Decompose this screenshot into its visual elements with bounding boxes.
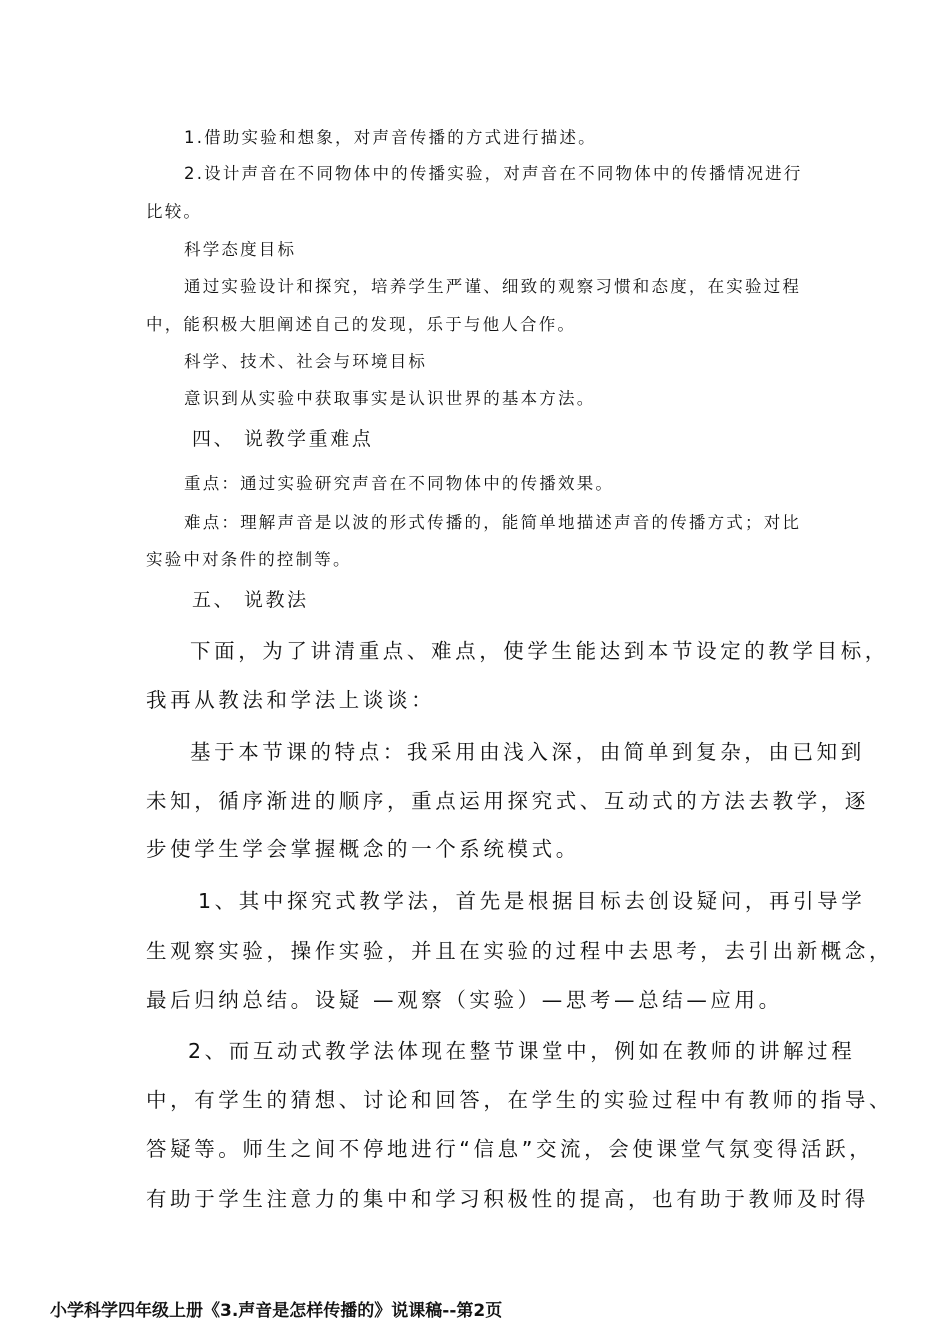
section-label-attitude: 科学态度目标	[184, 240, 297, 259]
method-para-4-line-4: 有助于学生注意力的集中和学习积极性的提高，也有助于教师及时得	[146, 1187, 869, 1211]
method-para-1-line-2: 我再从教法和学法上谈谈：	[146, 688, 436, 712]
method-para-2-line-3: 步使学生学会掌握概念的一个系统模式。	[146, 837, 580, 861]
objective-line-1: 1.借助实验和想象，对声音传播的方式进行描述。	[184, 128, 597, 147]
heading-key-points: 四、 说教学重难点	[192, 428, 374, 450]
section-label-sts: 科学、技术、社会与环境目标	[184, 352, 428, 371]
method-para-1-line-1: 下面，为了讲清重点、难点，使学生能达到本节设定的教学目标，	[190, 639, 889, 663]
heading-teaching-method: 五、 说教法	[192, 589, 309, 611]
page-footer: 小学科学四年级上册《3.声音是怎样传播的》说课稿--第2页	[50, 1301, 503, 1321]
objective-line-2-cont: 比较。	[146, 202, 203, 221]
sts-line-1: 意识到从实验中获取事实是认识世界的基本方法。	[184, 389, 596, 408]
method-para-3-line-3: 最后归纳总结。设疑 —观察（实验）—思考—总结—应用。	[146, 988, 783, 1012]
attitude-line-1: 通过实验设计和探究，培养学生严谨、细致的观察习惯和态度，在实验过程	[184, 277, 802, 296]
difficulty-line-1: 难点：理解声音是以波的形式传播的，能简单地描述声音的传播方式；对比	[184, 513, 802, 532]
key-point-line: 重点：通过实验研究声音在不同物体中的传播效果。	[184, 474, 615, 493]
method-para-4-line-2: 中，有学生的猜想、讨论和回答，在学生的实验过程中有教师的指导、	[146, 1088, 894, 1112]
method-para-2-line-1: 基于本节课的特点：我采用由浅入深，由简单到复杂，由已知到	[190, 740, 865, 764]
objective-line-2: 2.设计声音在不同物体中的传播实验，对声音在不同物体中的传播情况进行	[184, 164, 803, 183]
method-para-4-line-3: 答疑等。师生之间不停地进行“信息”交流，会使课堂气氛变得活跃，	[146, 1137, 874, 1161]
method-para-3-line-2: 生观察实验，操作实验，并且在实验的过程中去思考，去引出新概念，	[146, 939, 894, 963]
attitude-line-2: 中，能积极大胆阐述自己的发现，乐于与他人合作。	[146, 315, 577, 334]
method-para-4-line-1: 2、而互动式教学法体现在整节课堂中，例如在教师的讲解过程	[188, 1039, 856, 1063]
method-para-2-line-2: 未知，循序渐进的顺序，重点运用探究式、互动式的方法去教学，逐	[146, 789, 869, 813]
method-para-3-line-1: 1、其中探究式教学法，首先是根据目标去创设疑问，再引导学	[198, 889, 866, 913]
difficulty-line-2: 实验中对条件的控制等。	[146, 550, 352, 569]
